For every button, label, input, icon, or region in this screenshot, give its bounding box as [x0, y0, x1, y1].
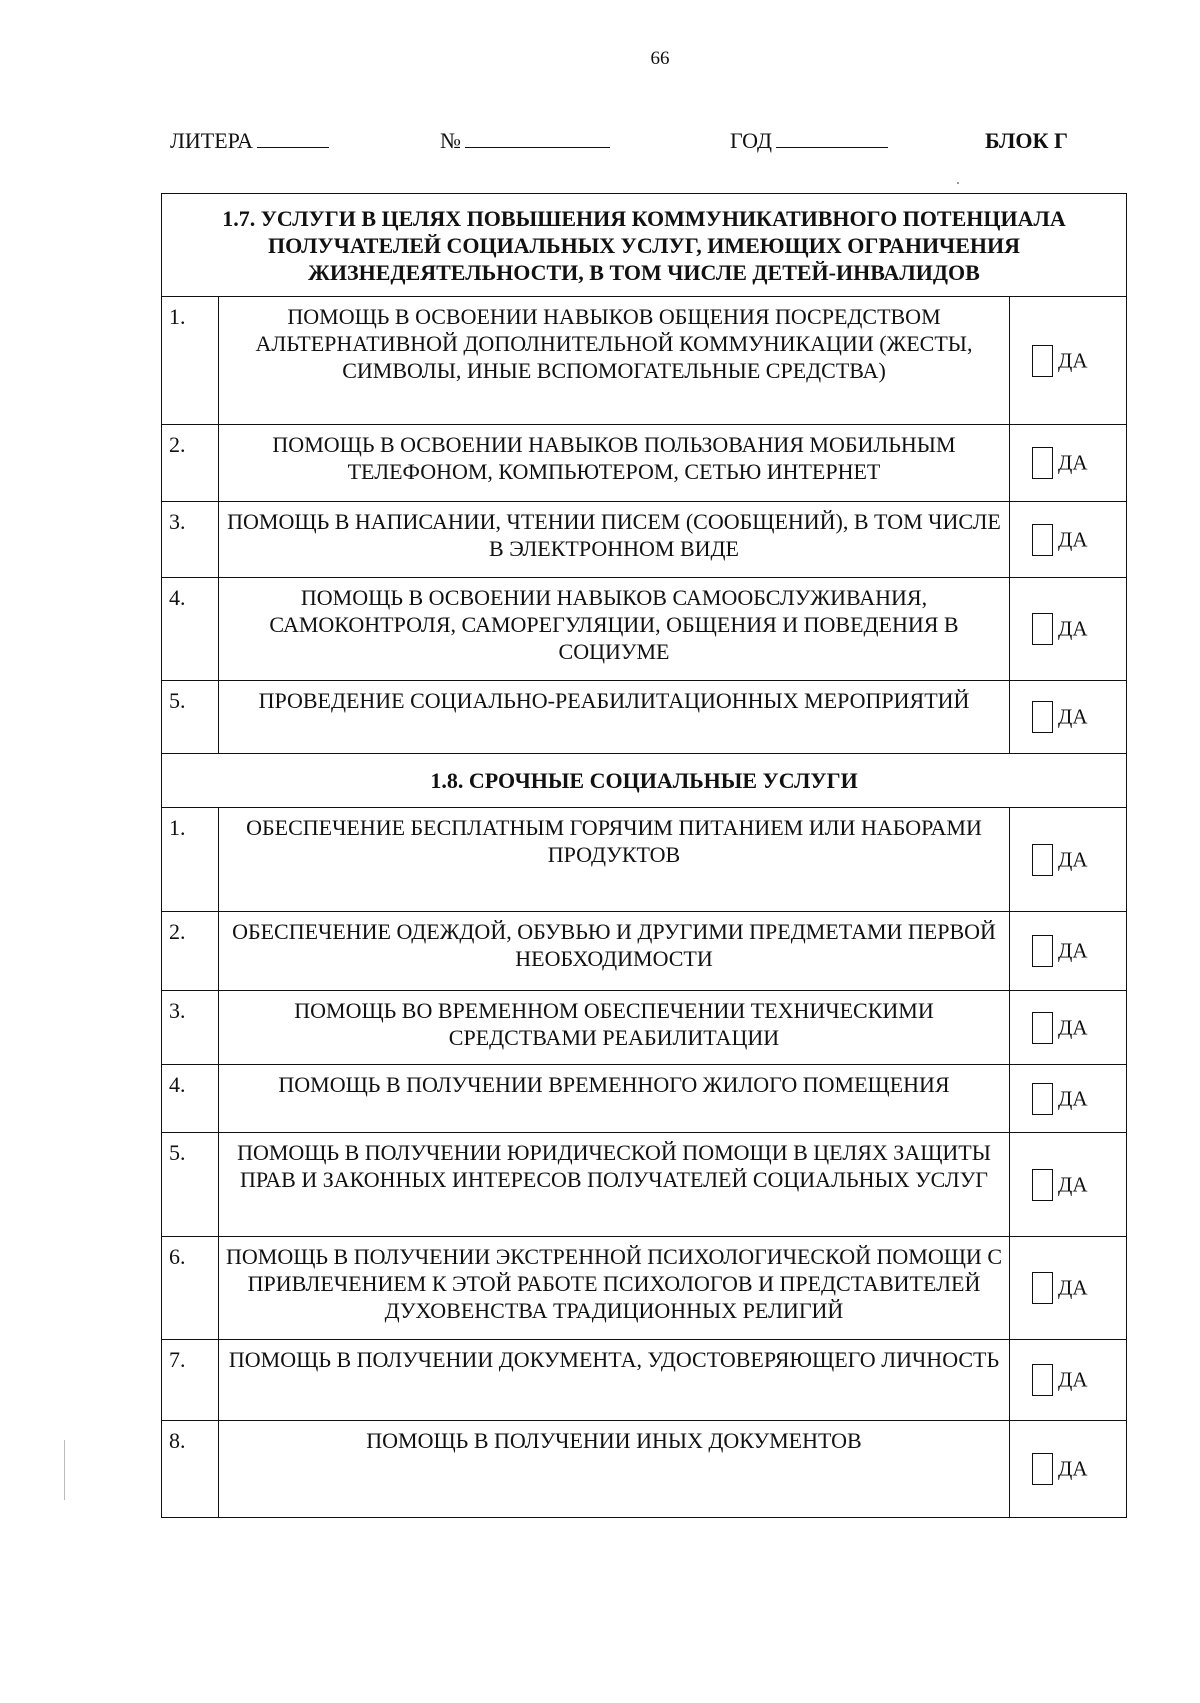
yes-checkbox[interactable] — [1032, 1272, 1053, 1304]
item-description: ПОМОЩЬ В ПОЛУЧЕНИИ ВРЕМЕННОГО ЖИЛОГО ПОМЕЩЕНИЯ — [219, 1065, 1010, 1133]
yes-label: ДА — [1058, 704, 1088, 729]
yes-label: ДА — [1058, 616, 1088, 641]
yes-checkbox[interactable] — [1032, 701, 1053, 733]
yes-checkbox-cell[interactable] — [1010, 681, 1127, 754]
table-row — [162, 297, 1127, 425]
yes-label: ДА — [1058, 1456, 1088, 1481]
item-number: 5. — [162, 681, 219, 754]
table-row — [162, 912, 1127, 991]
item-number: 4. — [162, 1065, 219, 1133]
item-description: ПОМОЩЬ ВО ВРЕМЕННОМ ОБЕСПЕЧЕНИИ ТЕХНИЧЕСКИМИ СРЕДСТВАМИ РЕАБИЛИТАЦИИ — [219, 991, 1010, 1065]
yes-checkbox-cell[interactable] — [1010, 578, 1127, 681]
yes-label: ДА — [1058, 1015, 1088, 1039]
table-row — [162, 1133, 1127, 1237]
page-number: 66 — [650, 48, 670, 69]
item-number: 3. — [162, 991, 219, 1065]
item-description: ПОМОЩЬ В ОСВОЕНИИ НАВЫКОВ САМООБСЛУЖИВАНИЯ, САМОКОНТРОЛЯ, САМОРЕГУЛЯЦИИ, ОБЩЕНИЯ И ПОВЕДЕНИЯ В СОЦИУМЕ — [219, 578, 1010, 681]
number-label: № — [440, 128, 461, 153]
table-row — [162, 1421, 1127, 1518]
table-row — [162, 808, 1127, 912]
item-description: ПОМОЩЬ В ПОЛУЧЕНИИ ЭКСТРЕННОЙ ПСИХОЛОГИЧЕСКОЙ ПОМОЩИ С ПРИВЛЕЧЕНИЕМ К ЭТОЙ РАБОТЕ ПСИХОЛОГОВ И ПРЕДСТАВИТЕЛЕЙ ДУХОВЕНСТВА ТРАДИЦИОННЫХ РЕЛИГИЙ — [219, 1237, 1010, 1340]
yes-label: ДА — [1058, 1172, 1088, 1196]
section-1-7-title: 1.7. УСЛУГИ В ЦЕЛЯХ ПОВЫШЕНИЯ КОММУНИКАТИВНОГО ПОТЕНЦИАЛА ПОЛУЧАТЕЛЕЙ СОЦИАЛЬНЫХ УСЛУГ, ИМЕЮЩИХ ОГРАНИЧЕНИЯ ЖИЗНЕДЕЯТЕЛЬНОСТИ, В ТОМ ЧИСЛЕ ДЕТЕЙ-ИНВАЛИДОВ — [162, 194, 1127, 297]
yes-checkbox[interactable] — [1032, 1364, 1053, 1396]
table-row — [162, 1065, 1127, 1133]
year-blank[interactable] — [776, 129, 888, 148]
yes-checkbox[interactable] — [1032, 844, 1053, 876]
yes-label: ДА — [1058, 450, 1088, 475]
yes-checkbox[interactable] — [1032, 345, 1053, 377]
item-number: 1. — [162, 297, 219, 425]
item-description: ПОМОЩЬ В ОСВОЕНИИ НАВЫКОВ ПОЛЬЗОВАНИЯ МОБИЛЬНЫМ ТЕЛЕФОНОМ, КОМПЬЮТЕРОМ, СЕТЬЮ ИНТЕРНЕТ — [219, 425, 1010, 502]
item-description: ОБЕСПЕЧЕНИЕ БЕСПЛАТНЫМ ГОРЯЧИМ ПИТАНИЕМ ИЛИ НАБОРАМИ ПРОДУКТОВ — [219, 808, 1010, 912]
year-label: ГОД — [730, 128, 772, 153]
yes-checkbox-cell[interactable] — [1010, 808, 1127, 912]
table-row — [162, 681, 1127, 754]
item-number: 4. — [162, 578, 219, 681]
table-row — [162, 425, 1127, 502]
item-description: ПРОВЕДЕНИЕ СОЦИАЛЬНО-РЕАБИЛИТАЦИОННЫХ МЕРОПРИЯТИЙ — [219, 681, 1010, 754]
item-description: ПОМОЩЬ В НАПИСАНИИ, ЧТЕНИИ ПИСЕМ (СООБЩЕНИЙ), В ТОМ ЧИСЛЕ В ЭЛЕКТРОННОМ ВИДЕ — [219, 502, 1010, 578]
yes-checkbox-cell[interactable] — [1010, 912, 1127, 991]
item-number: 5. — [162, 1133, 219, 1237]
item-number: 6. — [162, 1237, 219, 1340]
table-row — [162, 578, 1127, 681]
item-description: ПОМОЩЬ В ПОЛУЧЕНИИ ДОКУМЕНТА, УДОСТОВЕРЯЮЩЕГО ЛИЧНОСТЬ — [219, 1340, 1010, 1421]
yes-label: ДА — [1058, 938, 1088, 963]
litera-field[interactable] — [170, 128, 329, 154]
yes-checkbox[interactable] — [1032, 1083, 1053, 1115]
yes-checkbox-cell[interactable] — [1010, 991, 1127, 1065]
item-description: ПОМОЩЬ В ПОЛУЧЕНИИ ЮРИДИЧЕСКОЙ ПОМОЩИ В ЦЕЛЯХ ЗАЩИТЫ ПРАВ И ЗАКОННЫХ ИНТЕРЕСОВ ПОЛУЧАТЕЛЕЙ СОЦИАЛЬНЫХ УСЛУГ — [219, 1133, 1010, 1237]
yes-checkbox-cell[interactable] — [1010, 1065, 1127, 1133]
yes-label: ДА — [1058, 847, 1088, 871]
item-description: ПОМОЩЬ В ОСВОЕНИИ НАВЫКОВ ОБЩЕНИЯ ПОСРЕДСТВОМ АЛЬТЕРНАТИВНОЙ ДОПОЛНИТЕЛЬНОЙ КОММУНИКАЦИИ (ЖЕСТЫ, СИМВОЛЫ, ИНЫЕ ВСПОМОГАТЕЛЬНЫЕ СРЕДСТВА) — [219, 297, 1010, 425]
yes-checkbox-cell[interactable] — [1010, 1133, 1127, 1237]
yes-checkbox-cell[interactable] — [1010, 1237, 1127, 1340]
yes-label: ДА — [1058, 1275, 1088, 1300]
number-blank[interactable] — [465, 129, 610, 148]
yes-checkbox-cell[interactable] — [1010, 297, 1127, 425]
section-header-row — [162, 754, 1127, 808]
scan-edge-mark — [64, 1440, 65, 1500]
item-number: 1. — [162, 808, 219, 912]
yes-checkbox[interactable] — [1032, 1453, 1053, 1485]
table-row — [162, 502, 1127, 578]
item-description: ОБЕСПЕЧЕНИЕ ОДЕЖДОЙ, ОБУВЬЮ И ДРУГИМИ ПРЕДМЕТАМИ ПЕРВОЙ НЕОБХОДИМОСТИ — [219, 912, 1010, 991]
table-row — [162, 1340, 1127, 1421]
item-number: 8. — [162, 1421, 219, 1518]
yes-checkbox-cell[interactable] — [1010, 502, 1127, 578]
yes-checkbox[interactable] — [1032, 1012, 1053, 1044]
yes-checkbox[interactable] — [1032, 613, 1053, 645]
litera-label: ЛИТЕРА — [170, 128, 253, 153]
yes-label: ДА — [1058, 1367, 1088, 1392]
table-row — [162, 1237, 1127, 1340]
litera-blank[interactable] — [257, 129, 329, 148]
section-header-row — [162, 194, 1127, 297]
number-field[interactable] — [440, 128, 610, 154]
yes-checkbox-cell[interactable] — [1010, 1340, 1127, 1421]
yes-label: ДА — [1058, 1086, 1088, 1110]
yes-label: ДА — [1058, 527, 1088, 551]
item-number: 2. — [162, 425, 219, 502]
yes-checkbox[interactable] — [1032, 935, 1053, 967]
yes-checkbox-cell[interactable] — [1010, 1421, 1127, 1518]
block-label: БЛОК Г — [985, 128, 1068, 153]
scan-speck — [957, 182, 959, 184]
yes-checkbox[interactable] — [1032, 447, 1053, 479]
year-field[interactable] — [730, 128, 888, 154]
item-number: 3. — [162, 502, 219, 578]
yes-checkbox[interactable] — [1032, 1169, 1053, 1201]
item-number: 2. — [162, 912, 219, 991]
services-table — [161, 193, 1127, 1518]
yes-checkbox[interactable] — [1032, 524, 1053, 556]
yes-checkbox-cell[interactable] — [1010, 425, 1127, 502]
yes-label: ДА — [1058, 348, 1088, 372]
item-number: 7. — [162, 1340, 219, 1421]
table-row — [162, 991, 1127, 1065]
section-1-8-title: 1.8. СРОЧНЫЕ СОЦИАЛЬНЫЕ УСЛУГИ — [162, 754, 1127, 808]
item-description: ПОМОЩЬ В ПОЛУЧЕНИИ ИНЫХ ДОКУМЕНТОВ — [219, 1421, 1010, 1518]
